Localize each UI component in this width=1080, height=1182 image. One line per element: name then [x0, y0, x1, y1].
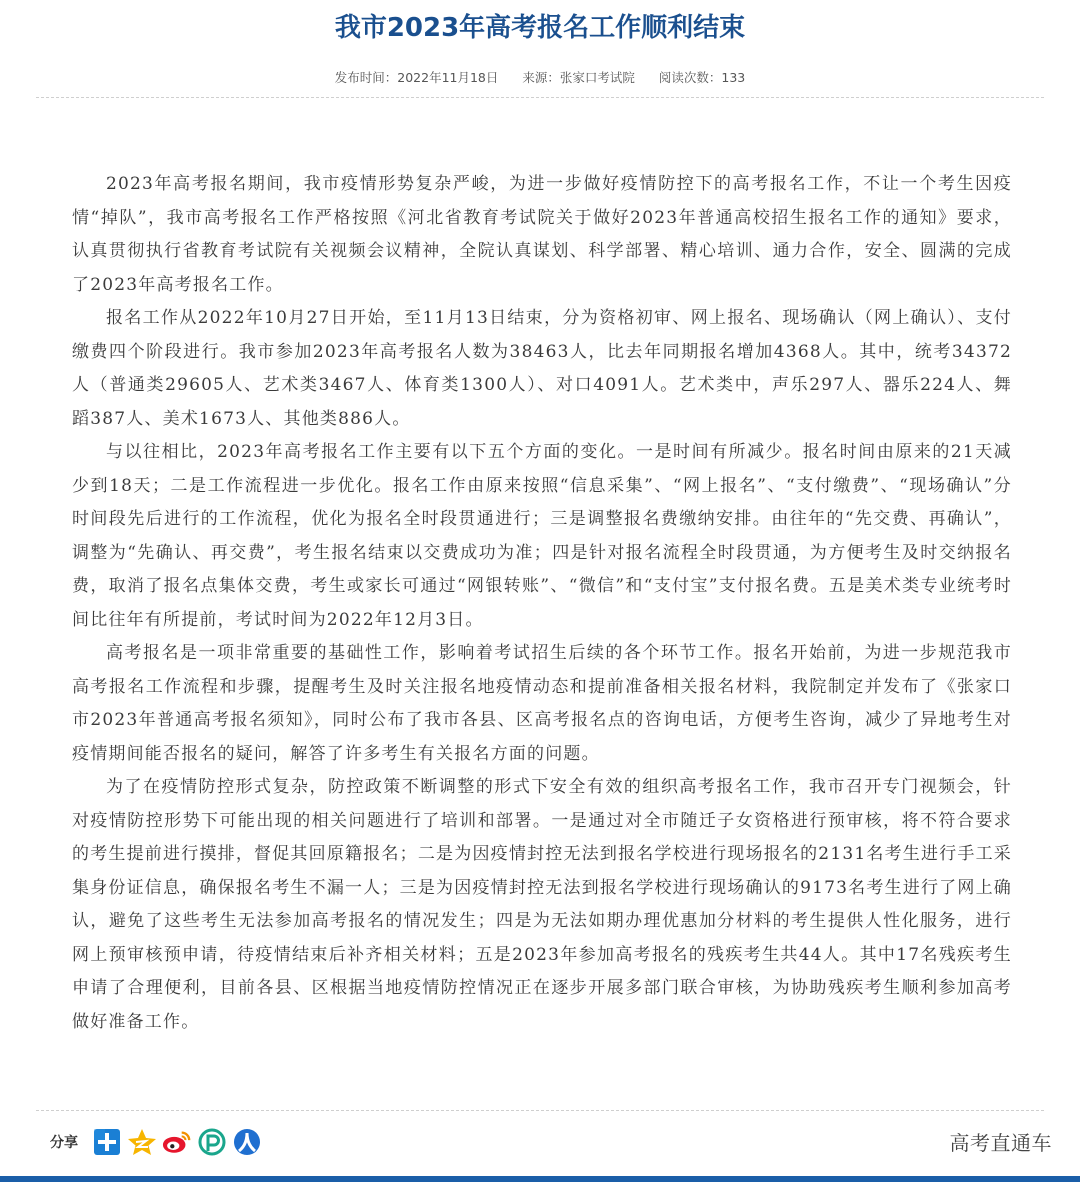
footer-divider — [36, 1110, 1044, 1111]
publish-time: 发布时间：2022年11月18日 — [334, 70, 499, 85]
pengyou-icon[interactable] — [197, 1127, 227, 1157]
watermark: 高考直通车 — [949, 1131, 1052, 1155]
header-divider — [36, 97, 1044, 98]
paragraph: 报名工作从2022年10月27日开始，至11月13日结束，分为资格初审、网上报名、现场确认（网上确认）、支付缴费四个阶段进行。我市参加2023年高考报名人数为38463人，比去年同期报名增加4368人。其中，统考34372人（普通类29605人、艺术类3467人、体育类1300人）、对口4091人。艺术类中，声乐297人、器乐224人、舞蹈387人、美术1673人、其他类886人。 — [72, 308, 1012, 429]
qzone-star-icon[interactable] — [127, 1127, 157, 1157]
article-body — [72, 168, 1012, 1039]
share-bar — [50, 1126, 267, 1158]
plus-share-icon[interactable] — [92, 1127, 122, 1157]
article-meta — [0, 68, 1080, 88]
share-label: 分享 — [50, 1135, 78, 1151]
article-source: 来源：张家口考试院 — [522, 70, 635, 85]
article-title: 我市2023年高考报名工作顺利结束 — [334, 13, 746, 43]
weibo-icon[interactable] — [162, 1127, 192, 1157]
paragraph: 与以往相比，2023年高考报名工作主要有以下五个方面的变化。一是时间有所减少。报名时间由原来的21天减少到18天；二是工作流程进一步优化。报名工作由原来按照“信息采集”、“网上报名”、“支付缴费”、“现场确认”分时间段先后进行的工作流程，优化为报名全时段贯通进行；三是调整报名费缴纳安排。由往年的“先交费、再确认”，调整为“先确认、再交费”，考生报名结束以交费成功为准；四是针对报名流程全时段贯通，为方便考生及时交纳报名费，取消了报名点集体交费，考生或家长可通过“网银转账”、“微信”和“支付宝”支付报名费。五是美术类专业统考时间比往年有所提前，考试时间为2022年12月3日。 — [72, 442, 1012, 630]
renren-icon[interactable] — [232, 1127, 262, 1157]
bottom-accent-bar — [0, 1176, 1080, 1182]
paragraph: 为了在疫情防控形式复杂，防控政策不断调整的形式下安全有效的组织高考报名工作，我市召开专门视频会，针对疫情防控形势下可能出现的相关问题进行了培训和部署。一是通过对全市随迁子女资格进行预审核，将不符合要求的考生提前进行摸排，督促其回原籍报名；二是为因疫情封控无法到报名学校进行现场报名的2131名考生进行手工采集身份证信息，确保报名考生不漏一人；三是为因疫情封控无法到报名学校进行现场确认的9173名考生进行了网上确认，避免了这些考生无法参加高考报名的情况发生；四是为无法如期办理优惠加分材料的考生提供人性化服务，进行网上预审核预申请，待疫情结束后补齐相关材料；五是2023年参加高考报名的残疾考生共44人。其中17名残疾考生申请了合理便利，目前各县、区根据当地疫情防控情况正在逐步开展多部门联合审核，为协助残疾考生顺利参加高考做好准备工作。 — [72, 777, 1012, 1032]
view-count: 阅读次数：133 — [658, 70, 746, 85]
paragraph: 高考报名是一项非常重要的基础性工作，影响着考试招生后续的各个环节工作。报名开始前，为进一步规范我市高考报名工作流程和步骤，提醒考生及时关注报名地疫情动态和提前准备相关报名材料，我院制定并发布了《张家口市2023年普通高考报名须知》，同时公布了我市各县、区高考报名点的咨询电话，方便考生咨询，减少了异地考生对疫情期间能否报名的疑问，解答了许多考生有关报名方面的问题。 — [72, 643, 1012, 764]
paragraph: 2023年高考报名期间，我市疫情形势复杂严峻，为进一步做好疫情防控下的高考报名工作，不让一个考生因疫情“掉队”，我市高考报名工作严格按照《河北省教育考试院关于做好2023年普通高校招生报名工作的通知》要求，认真贯彻执行省教育考试院有关视频会议精神，全院认真谋划、科学部署、精心培训、通力合作，安全、圆满的完成了2023年高考报名工作。 — [72, 174, 1012, 295]
